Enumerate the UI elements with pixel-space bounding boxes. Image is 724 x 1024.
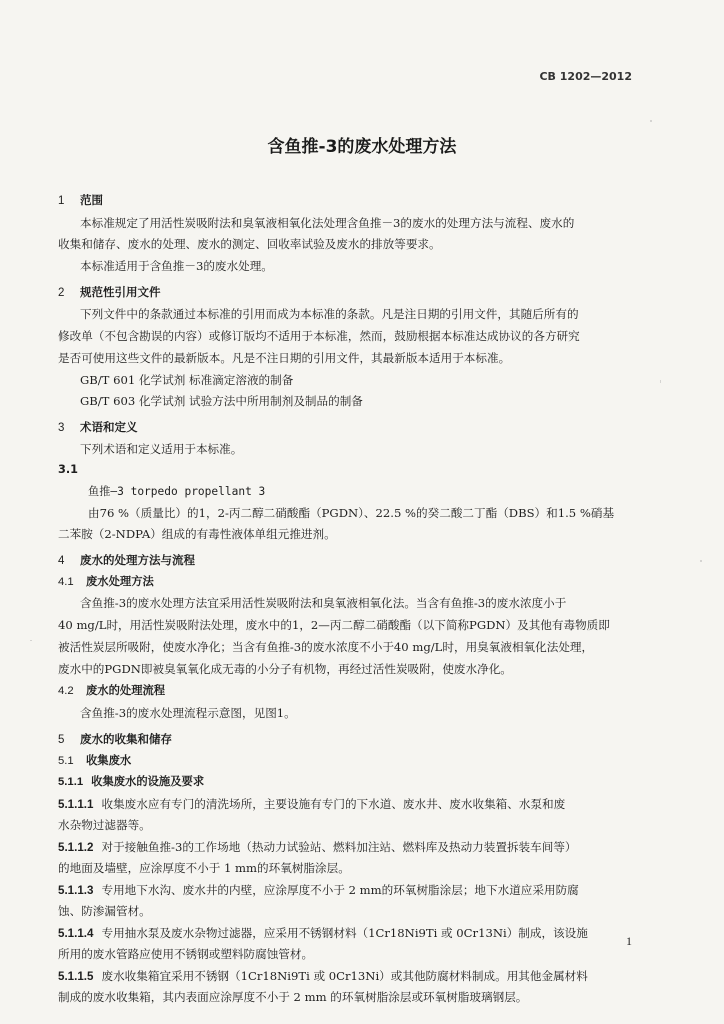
section-2-para-1a: 下列文件中的条款通过本标准的引用而成为本标准的条款。凡是注日期的引用文件，其随后所有的 bbox=[80, 307, 579, 321]
scan-speck bbox=[700, 560, 702, 562]
section-1-para-1a: 本标准规定了用活性炭吸附法和臭氧液相氧化法处理含鱼推－3的废水的处理方法与流程、废水的 bbox=[80, 216, 575, 230]
subsection-4-1-heading: 4.1 废水处理方法 bbox=[58, 575, 154, 588]
subsection-3-1-number: 3.1 bbox=[58, 463, 79, 476]
term-definition-a: 由76 %（质量比）的1，2-丙二醇二硝酸酯（PGDN）、22.5 %的癸二酸二丁酯（DBS）和1.5 %硝基 bbox=[88, 506, 615, 520]
clause-5-1-1-4-a: 5.1.1.4 专用抽水泵及废水杂物过滤器，应采用不锈钢材料（1Cr18Ni9Ti 或 0Cr13Ni）制成，该设施 bbox=[58, 926, 588, 940]
term-entry: 鱼推—3 torpedo propellant 3 bbox=[88, 485, 266, 498]
scan-speck bbox=[30, 640, 32, 641]
section-1-para-1b: 收集和储存、废水的处理、废水的测定、回收率试验及废水的排放等要求。 bbox=[58, 237, 441, 251]
section-2-para-1b: 修改单（不包含勘误的内容）或修订版均不适用于本标准，然而，鼓励根据本标准达成协议的各方研究 bbox=[58, 329, 580, 343]
section-1-heading: 1 范围 bbox=[58, 193, 103, 207]
section-4-1-para-d: 废水中的PGDN即被臭氧氧化成无毒的小分子有机物，再经过活性炭吸附，使废水净化。 bbox=[58, 662, 512, 676]
subsection-4-2-heading: 4.2 废水的处理流程 bbox=[58, 684, 166, 697]
clause-5-1-1-5-b: 制成的废水收集箱，其内表面应涂厚度不小于 2 mm 的环氧树脂涂层或环氧树脂玻璃钢层。 bbox=[58, 990, 528, 1004]
clause-5-1-1-1-b: 水杂物过滤器等。 bbox=[58, 818, 151, 832]
subsection-5-1-heading: 5.1 收集废水 bbox=[58, 754, 132, 767]
section-4-1-para-b: 40 mg/L时，用活性炭吸附法处理，废水中的1，2—丙二醇二硝酸酯（以下简称PGDN）及其他有毒物质即 bbox=[58, 618, 610, 632]
clause-5-1-1-1-a: 5.1.1.1 收集废水应有专门的清洗场所，主要设施有专门的下水道、废水井、废水收集箱、水泵和废 bbox=[58, 797, 566, 811]
clause-5-1-1-3-b: 蚀、防渗漏管材。 bbox=[58, 904, 151, 918]
scan-speck bbox=[650, 120, 652, 122]
section-2-para-1c: 是否可使用这些文件的最新版本。凡是不注日期的引用文件，其最新版本适用于本标准。 bbox=[58, 351, 511, 365]
scan-speck bbox=[660, 380, 661, 383]
section-3-para-1: 下列术语和定义适用于本标准。 bbox=[80, 442, 243, 456]
clause-5-1-1-5-a: 5.1.1.5 废水收集箱宜采用不锈钢（1Cr18Ni9Ti 或 0Cr13Ni）或其他防腐材料制成。用其他金属材料 bbox=[58, 969, 588, 983]
clause-5-1-1-2-b: 的地面及墙壁，应涂厚度不小于 1 mm的环氧树脂涂层。 bbox=[58, 861, 350, 875]
clause-5-1-1-2-a: 5.1.1.2 对于接触鱼推-3的工作场地（热动力试验站、燃料加注站、燃料库及热动力装置拆装车间等） bbox=[58, 840, 577, 854]
subsection-5-1-1-heading: 5.1.1 收集废水的设施及要求 bbox=[58, 775, 205, 788]
clause-5-1-1-3-a: 5.1.1.3 专用地下水沟、废水井的内壁，应涂厚度不小于 2 mm的环氧树脂涂层；地下水道应采用防腐 bbox=[58, 883, 579, 897]
page-number: 1 bbox=[626, 934, 632, 948]
section-4-2-para: 含鱼推-3的废水处理流程示意图，见图1。 bbox=[80, 706, 296, 720]
section-4-1-para-a: 含鱼推-3的废水处理方法宜采用活性炭吸附法和臭氧液相氧化法。当含有鱼推-3的废水浓度小于 bbox=[80, 596, 567, 610]
section-3-heading: 3 术语和定义 bbox=[58, 420, 138, 434]
clause-5-1-1-4-b: 所用的废水管路应使用不锈钢或塑料防腐蚀管材。 bbox=[58, 947, 314, 961]
section-1-para-2: 本标准适用于含鱼推－3的废水处理。 bbox=[80, 259, 273, 273]
section-4-1-para-c: 被活性炭层所吸附，使废水净化；当含有鱼推-3的废水浓度不小于40 mg/L时，用臭氧液相氧化法处理， bbox=[58, 640, 594, 654]
section-5-heading: 5 废水的收集和储存 bbox=[58, 732, 172, 746]
document-title: 含鱼推-3的废水处理方法 bbox=[267, 137, 457, 157]
standard-number: CB 1202—2012 bbox=[539, 70, 632, 83]
term-definition-b: 二苯胺（2-NDPA）组成的有毒性液体单组元推进剂。 bbox=[58, 527, 336, 541]
normative-reference-2: GB/T 603 化学试剂 试验方法中所用制剂及制品的制备 bbox=[80, 394, 363, 408]
section-2-heading: 2 规范性引用文件 bbox=[58, 285, 161, 299]
section-4-heading: 4 废水的处理方法与流程 bbox=[58, 553, 195, 567]
normative-reference-1: GB/T 601 化学试剂 标准滴定溶液的制备 bbox=[80, 373, 294, 387]
